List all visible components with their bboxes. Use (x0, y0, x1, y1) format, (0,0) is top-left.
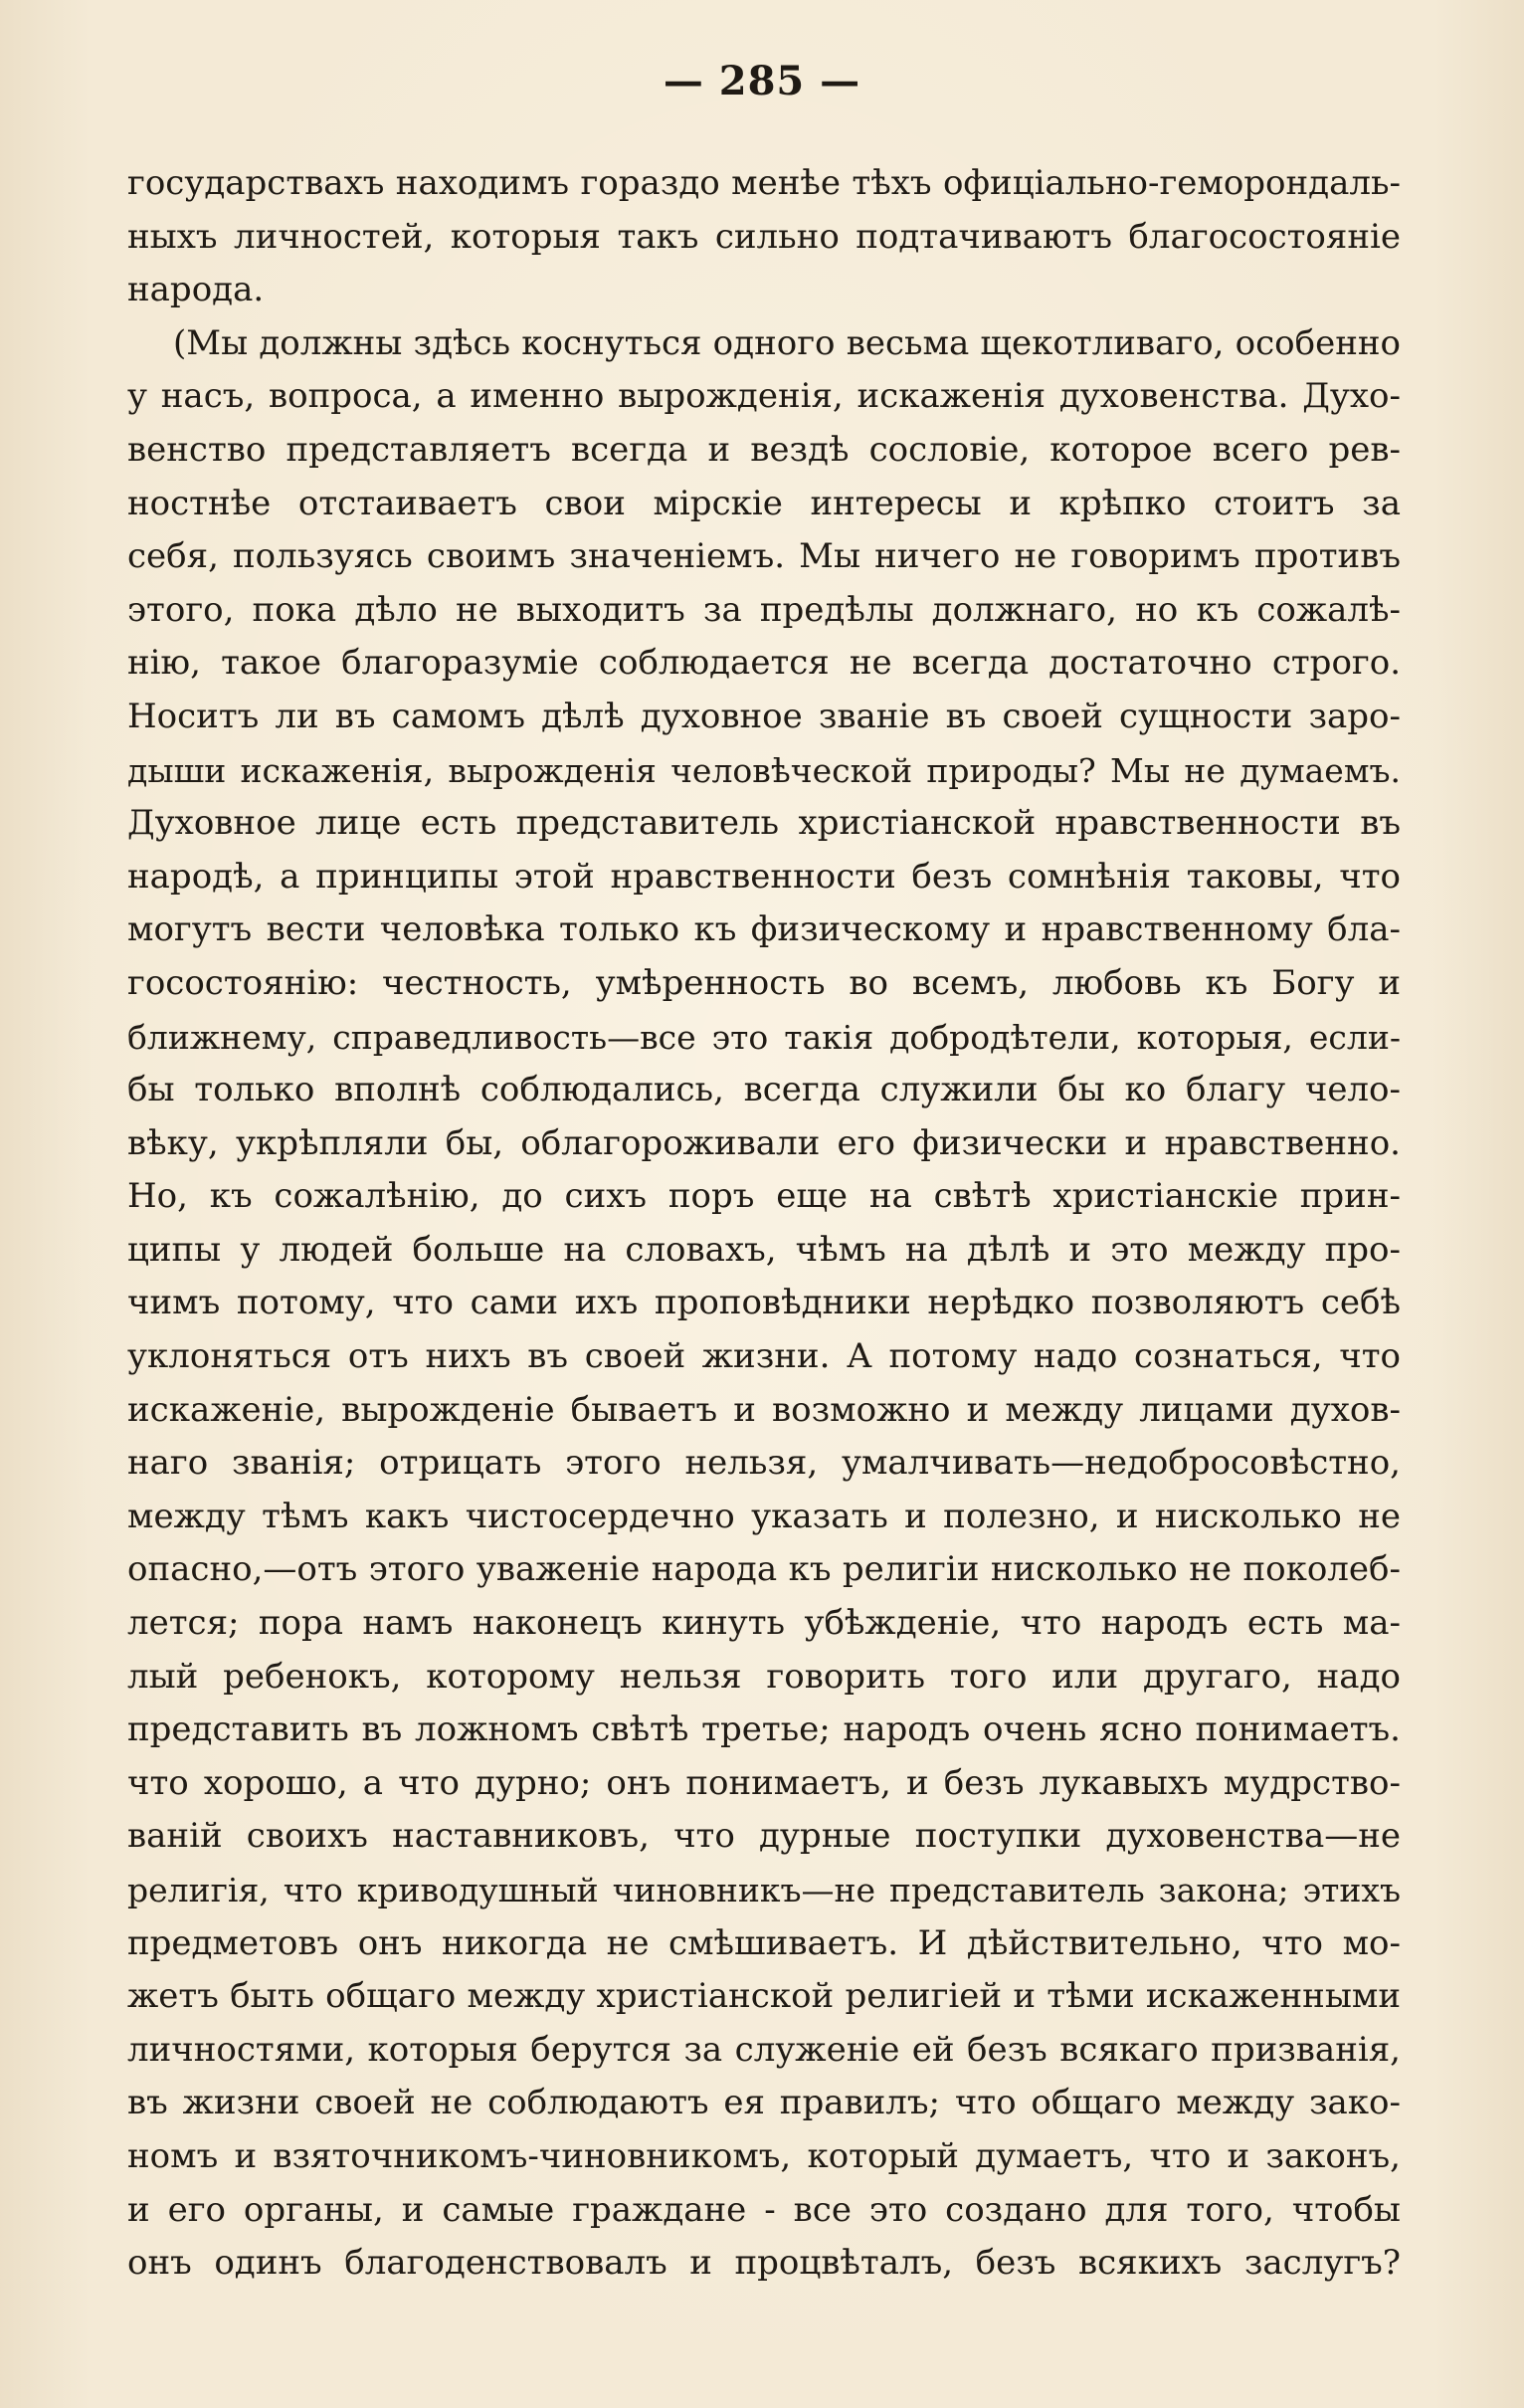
text-line: представить въ ложномъ свѣтѣ третье; народъ очень ясно понимаетъ. (127, 1709, 1401, 1750)
text-line: что хорошо, а что дурно; онъ понимаетъ, и безъ лукавыхъ мудрство- (127, 1762, 1401, 1803)
text-line: лый ребенокъ, которому нельзя говорить того или другаго, надо (127, 1656, 1401, 1697)
text-line: онъ одинъ благоденствовалъ и процвѣталъ, безъ всякихъ заслугъ? (127, 2243, 1401, 2284)
text-line: бы только вполнѣ соблюдались, всегда служили бы ко благу чело- (127, 1070, 1401, 1110)
text-line: искаженіе, вырожденіе бываетъ и возможно и между лицами духов- (127, 1389, 1401, 1430)
text-line: этого, пока дѣло не выходитъ за предѣлы должнаго, но къ сожалѣ- (127, 589, 1401, 630)
text-line: дыши искаженія, вырожденія человѣческой природы? Мы не думаемъ. (127, 750, 1401, 790)
page-number: — 285 — (663, 58, 861, 104)
text-line: ваній своихъ наставниковъ, что дурные поступки духовенства—не (127, 1816, 1401, 1857)
text-line: чимъ потому, что сами ихъ проповѣдники нерѣдко позволяютъ себѣ (127, 1283, 1401, 1323)
text-line: ципы у людей больше на словахъ, чѣмъ на дѣлѣ и это между про- (127, 1229, 1401, 1270)
text-line: наго званія; отрицать этого нельзя, умалчивать—недобросовѣстно, (127, 1443, 1401, 1484)
body-text (127, 157, 1401, 2291)
text-line: народѣ, а принципы этой нравственности безъ сомнѣнія таковы, что (127, 856, 1401, 897)
text-line: вѣку, укрѣпляли бы, облагороживали его физически и нравственно. (127, 1122, 1401, 1163)
text-line: народа. (127, 270, 265, 310)
text-line: номъ и взяточникомъ-чиновникомъ, который думаетъ, что и законъ, (127, 2135, 1401, 2176)
text-line: могутъ вести человѣка только къ физическому и нравственному бла- (127, 909, 1401, 950)
text-line: себя, пользуясь своимъ значеніемъ. Мы ничего не говоримъ противъ (127, 536, 1401, 577)
text-line: уклоняться отъ нихъ въ своей жизни. А потому надо сознаться, что (127, 1336, 1401, 1377)
text-line: между тѣмъ какъ чистосердечно указать и полезно, и нисколько не (127, 1496, 1401, 1536)
text-line: ностнѣе отстаиваетъ свои мірскіе интересы и крѣпко стоитъ за (127, 483, 1401, 523)
text-line: въ жизни своей не соблюдаютъ ея правилъ; что общаго между зако- (127, 2083, 1401, 2123)
text-line: ближнему, справедливость—все это такія добродѣтели, которыя, если- (127, 1017, 1401, 1057)
text-line: (Мы должны здѣсь коснуться одного весьма щекотливаго, особенно (173, 322, 1401, 363)
text-line: госостоянію: честность, умѣренность во всемъ, любовь къ Богу и (127, 962, 1401, 1003)
text-line: у насъ, вопроса, а именно вырожденія, искаженія духовенства. Духо- (127, 376, 1401, 417)
text-line: венство представляетъ всегда и вездѣ сословіе, которое всего рев- (127, 429, 1401, 470)
text-line: жетъ быть общаго между христіанской религіей и тѣми искаженными (127, 1976, 1401, 2017)
text-line: ныхъ личностей, которыя такъ сильно подтачиваютъ благосостояніе (127, 216, 1401, 257)
text-line: предметовъ онъ никогда не смѣшиваетъ. И дѣйствительно, что мо- (127, 1922, 1401, 1963)
text-line: Духовное лице есть представитель христіанской нравственности въ (127, 803, 1401, 844)
text-line: личностями, которыя берутся за служеніе ей безъ всякаго призванія, (127, 2029, 1401, 2070)
text-line: государствахъ находимъ гораздо менѣе тѣхъ офиціально-геморондаль- (127, 163, 1401, 203)
text-line: лется; пора намъ наконецъ кинуть убѣжденіе, что народъ есть ма- (127, 1603, 1401, 1644)
text-line: и его органы, и самые граждане - все это создано для того, чтобы (127, 2189, 1401, 2230)
text-line: Но, къ сожалѣнію, до сихъ поръ еще на свѣтѣ христіанскіе прин- (127, 1176, 1401, 1217)
text-line: Носитъ ли въ самомъ дѣлѣ духовное званіе въ своей сущности заро- (127, 696, 1401, 736)
text-line: опасно,—отъ этого уваженіе народа къ религіи нисколько не поколеб- (127, 1549, 1401, 1590)
text-line: религія, что криводушный чиновникъ—не представитель закона; этихъ (127, 1871, 1401, 1909)
text-line: нію, такое благоразуміе соблюдается не всегда достаточно строго. (127, 643, 1401, 684)
